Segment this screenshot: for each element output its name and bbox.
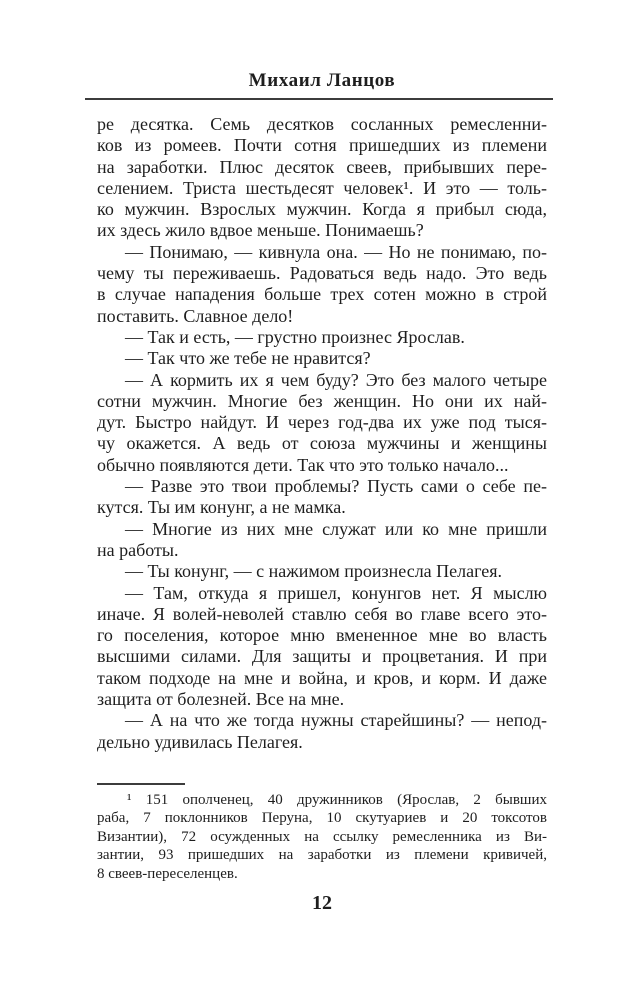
text-line: на заработки. Плюс десяток свеев, прибывших пере-	[97, 156, 547, 177]
text-line: ¹ 151 ополченец, 40 дружинников (Ярослав, 2 бывших	[127, 791, 547, 808]
text-line: селением. Триста шестьдесят человек¹. И это — толь-	[97, 177, 547, 198]
text-line: 8 свеев-переселенцев.	[97, 865, 238, 882]
text-line: Византии), 72 осужденных на ссылку ремесленника из Ви-	[97, 828, 547, 845]
page-number: 12	[312, 891, 332, 914]
paragraph	[97, 583, 547, 711]
text-line: — Так и есть, — грустно произнес Ярослав.	[125, 326, 465, 347]
footnote-rule	[97, 783, 185, 785]
body-text	[97, 114, 547, 753]
paragraph	[97, 348, 547, 369]
text-line: — Ты конунг, — с нажимом произнесла Пелагея.	[125, 561, 503, 582]
text-line: го поселения, которое мню вмененное мне во власть	[97, 625, 547, 646]
text-line: — А на что же тогда нужны старейшины? — непод-	[125, 710, 547, 731]
text-line: — Разве это твои проблемы? Пусть сами о себе пе-	[125, 476, 547, 497]
text-line: чу окажется. А ведь от союза мужчины и женщины	[97, 433, 547, 454]
text-line: обычно появляются дети. Так что это только начало...	[97, 454, 509, 475]
text-line: дельно удивилась Пелагея.	[97, 731, 303, 752]
text-line: их здесь жило вдвое меньше. Понимаешь?	[97, 220, 424, 241]
text-line: зантии, 93 пришедших на заработки из племени кривичей,	[97, 847, 547, 864]
text-line: — Так что же тебе не нравится?	[125, 348, 371, 369]
paragraph	[97, 114, 547, 242]
paragraph	[97, 476, 547, 519]
text-line: высшими силами. Для защиты и процветания. И при	[97, 646, 547, 667]
header-rule	[85, 98, 553, 100]
text-line: ко мужчин. Взрослых мужчин. Когда я прибыл сюда,	[97, 199, 547, 220]
paragraph	[97, 519, 547, 562]
text-line: — Понимаю, — кивнула она. — Но не понимаю, по-	[125, 241, 547, 262]
paragraph	[97, 561, 547, 582]
text-line: на работы.	[97, 539, 179, 560]
footnote-text	[97, 791, 547, 883]
text-line: чему ты переживаешь. Радоваться ведь надо. Это ведь	[97, 263, 547, 284]
paragraph	[97, 370, 547, 476]
text-line: раба, 7 поклонников Перуна, 10 скутуариев и 20 токсотов	[97, 810, 547, 827]
footnote	[97, 783, 547, 883]
paragraph	[97, 710, 547, 753]
running-header	[97, 70, 547, 100]
text-line: дут. Быстро найдут. И через год-два их уже под тыся-	[97, 412, 547, 433]
text-line: ков из ромеев. Почти сотня пришедших из племени	[97, 135, 547, 156]
text-line: ре десятка. Семь десятков сосланных ремесленни-	[97, 114, 547, 134]
text-line: в случае нападения больше трех сотен можно в строй	[97, 284, 547, 305]
page-content	[97, 0, 547, 915]
text-line: — А кормить их я чем буду? Это без малого четыре	[125, 369, 547, 390]
text-line: сотни мужчин. Многие без женщин. Но они их най-	[97, 390, 547, 411]
text-line: — Там, откуда я пришел, конунгов нет. Я мыслю	[125, 582, 547, 603]
text-line: — Многие из них мне служат или ко мне пришли	[125, 518, 547, 539]
paragraph	[97, 242, 547, 327]
text-line: иначе. Я волей-неволей ставлю себя во главе всего это-	[97, 603, 547, 624]
paragraph	[97, 327, 547, 348]
text-line: кутся. Ты им конунг, а не мамка.	[97, 497, 346, 518]
text-line: таком подходе на мне и война, и кров, и корм. И даже	[97, 667, 547, 688]
text-line: поставить. Славное дело!	[97, 305, 294, 326]
author-name: Михаил Ланцов	[248, 70, 396, 91]
text-line: защита от болезней. Все на мне.	[97, 689, 345, 710]
